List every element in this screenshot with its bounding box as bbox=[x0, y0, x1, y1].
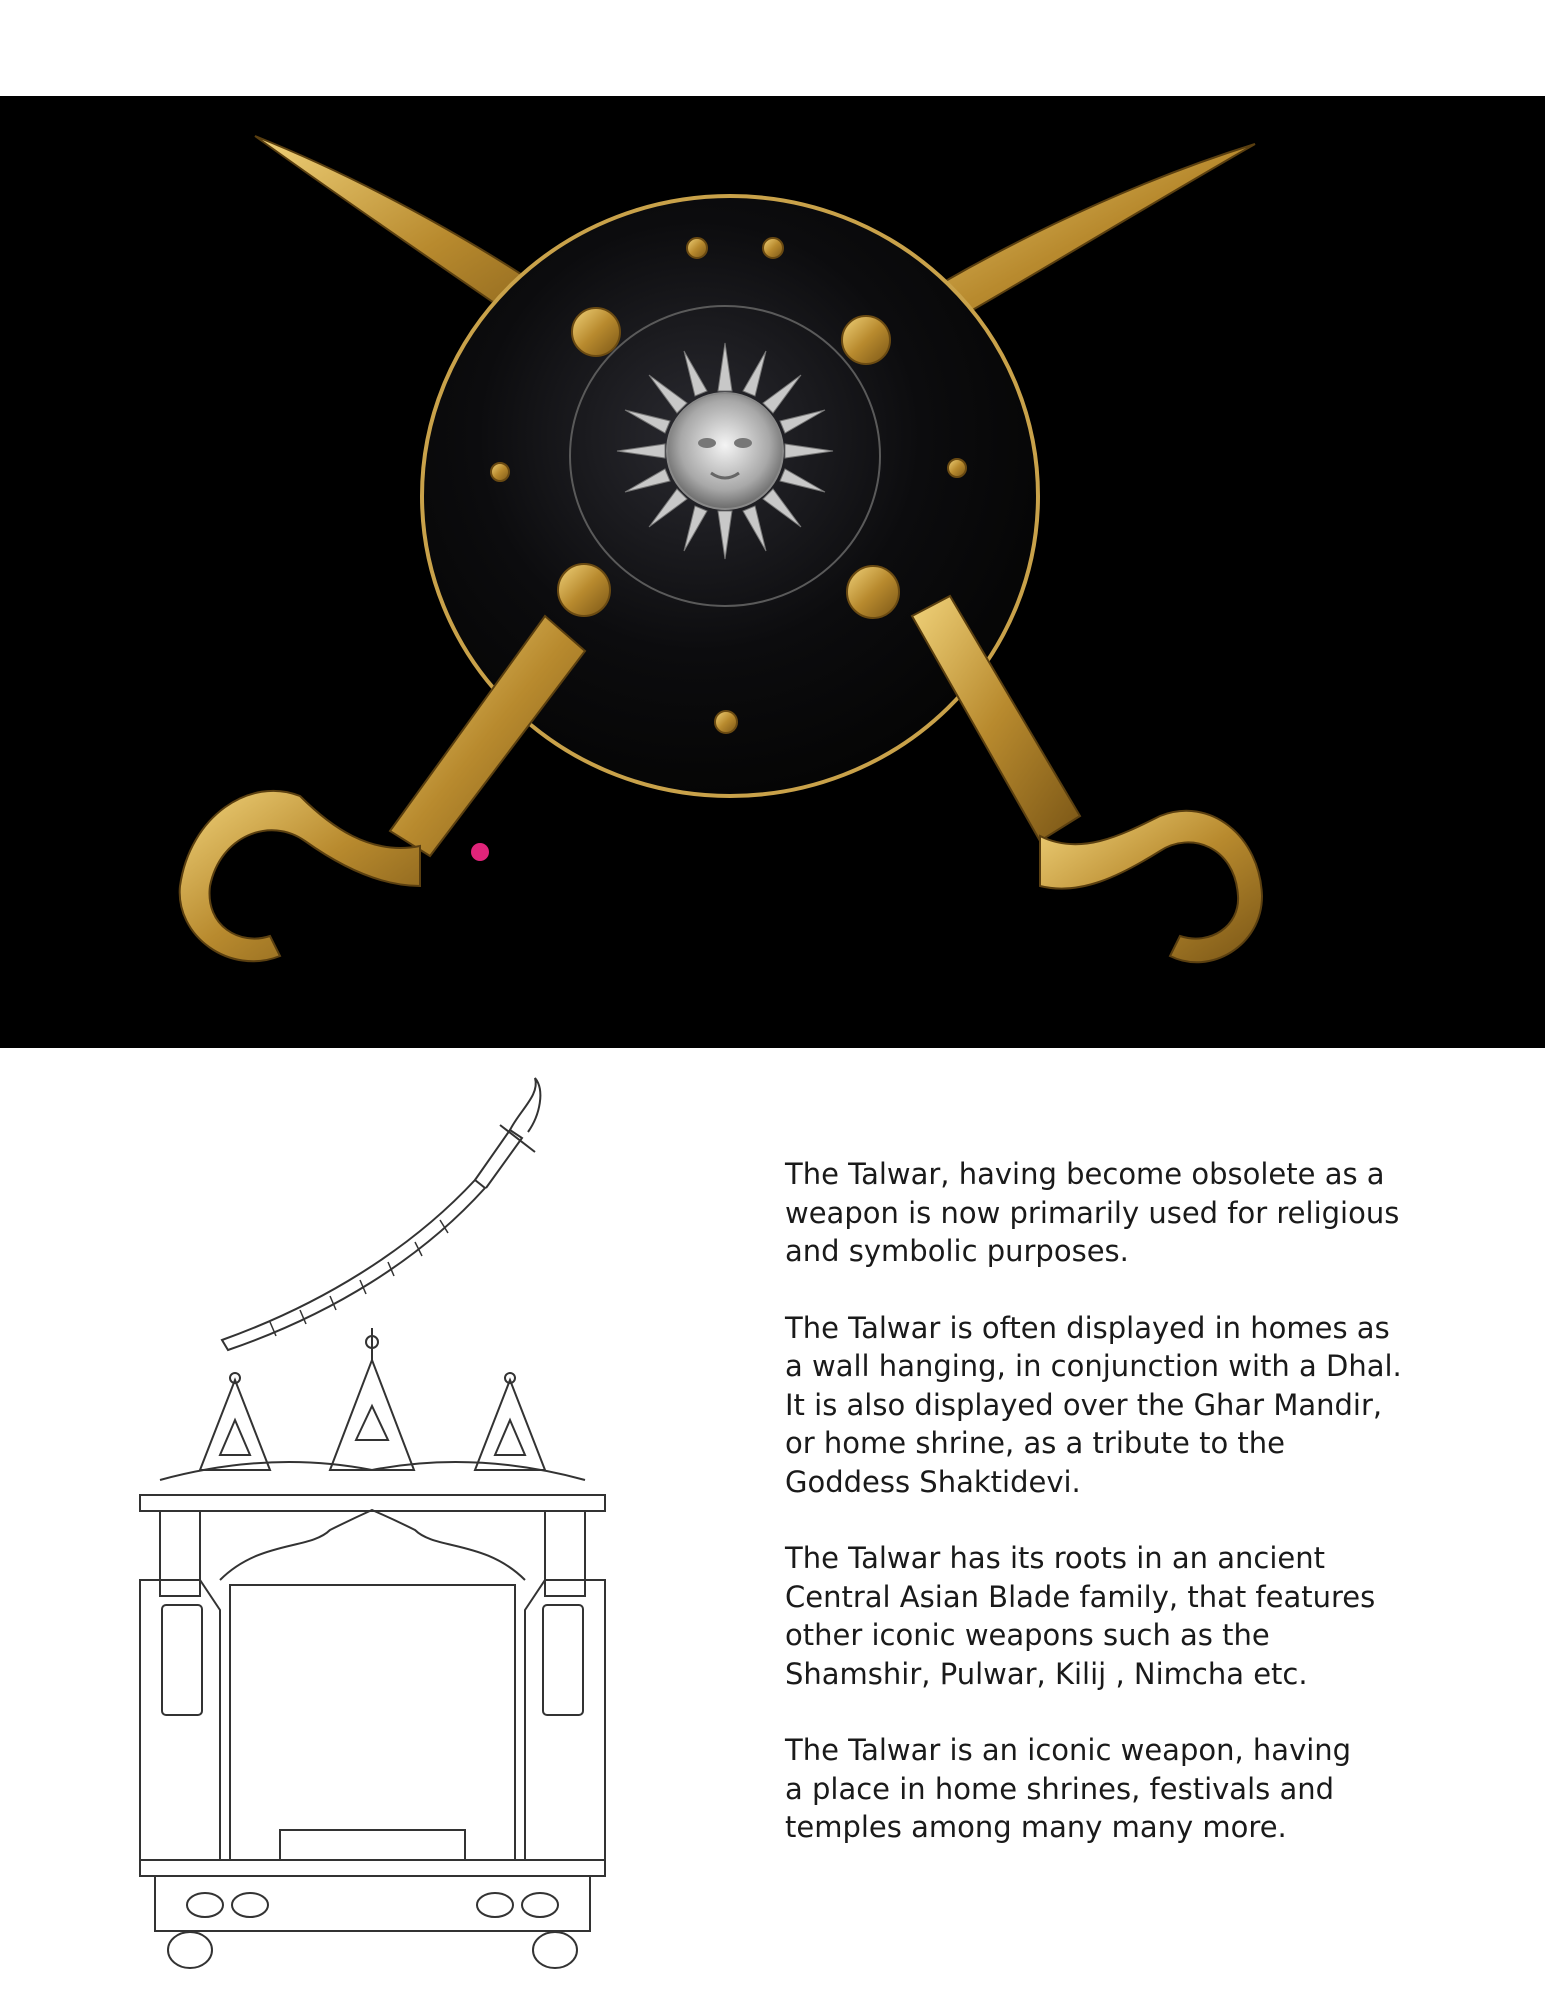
paragraph-home-display: The Talwar is often displayed in homes as a wall hanging, in conjunction with a Dhal. It is also displayed over the Ghar Mandir, or home shrine, as a tribute to the Goddess Shaktidevi. bbox=[785, 1310, 1402, 1499]
paragraph-obsolete-weapon: The Talwar, having become obsolete as a weapon is now primarily used for religious and symbolic purposes. bbox=[785, 1157, 1400, 1268]
shield-and-swords-illustration bbox=[0, 96, 1545, 1048]
description-text-column bbox=[785, 1155, 1435, 1885]
sun-emblem bbox=[617, 343, 833, 559]
paragraph-blade-family: The Talwar has its roots in an ancient Central Asian Blade family, that features other iconic weapons such as the Shamshir, Pulwar, Kilij , Nimcha etc. bbox=[785, 1541, 1376, 1691]
right-sword-hilt bbox=[912, 596, 1262, 962]
left-sword-hilt bbox=[180, 616, 585, 961]
paragraph-iconic-weapon: The Talwar is an iconic weapon, having a place in home shrines, festivals and temples among many many more. bbox=[785, 1733, 1352, 1844]
talwar-and-dhal-photo bbox=[0, 96, 1545, 1048]
talwar-line-drawing bbox=[210, 1070, 570, 1360]
top-white-strip bbox=[0, 0, 1545, 96]
ghar-mandir-line-drawing bbox=[130, 1320, 620, 1970]
